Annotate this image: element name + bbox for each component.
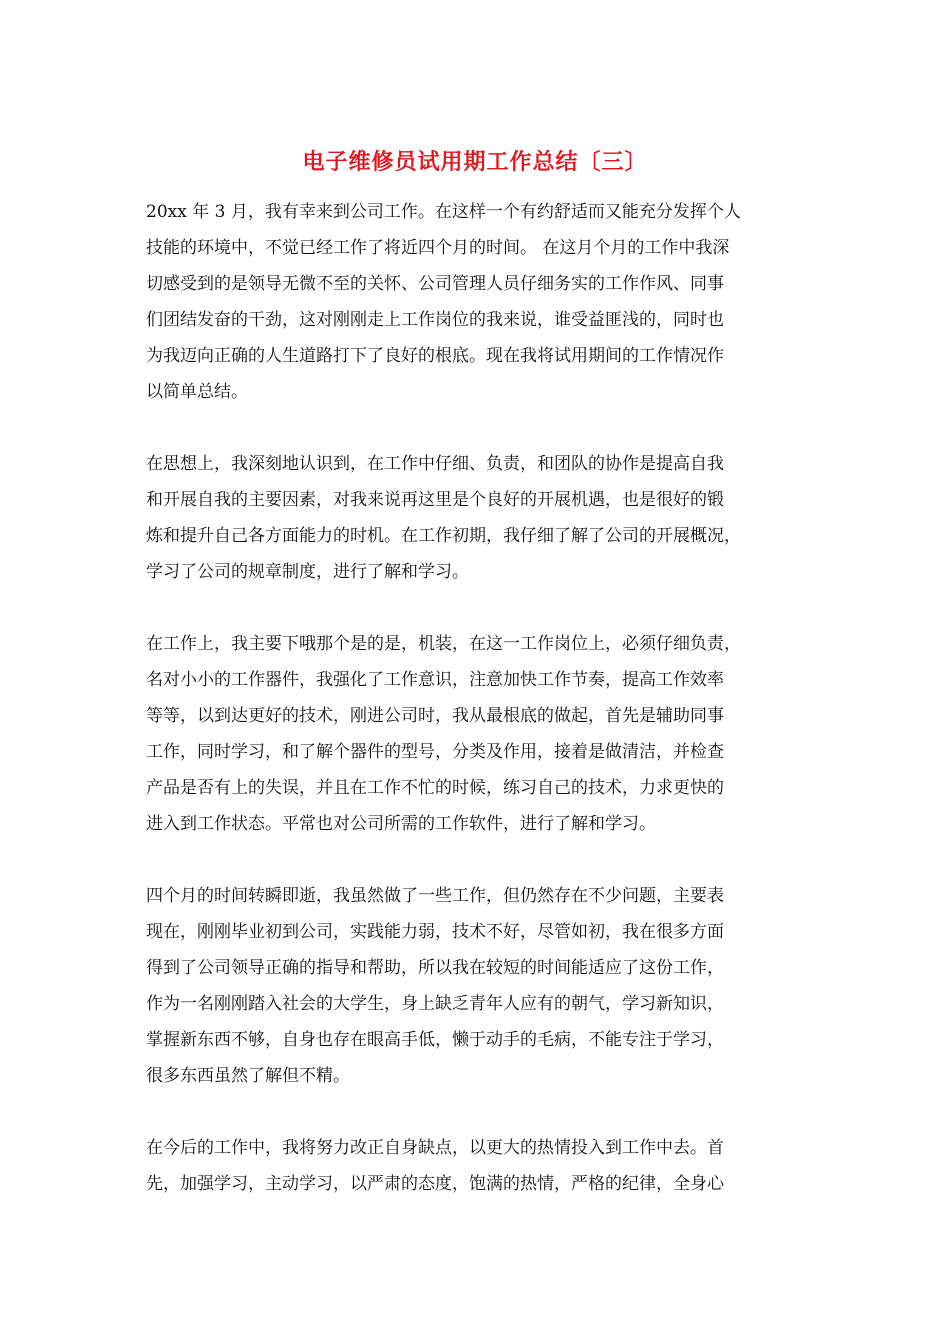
text-line: 四个月的时间转瞬即逝，我虽然做了一些工作，但仍然存在不少问题，主要表: [146, 886, 724, 906]
text-line: 为我迈向正确的人生道路打下了良好的根底。现在我将试用期间的工作情况作: [146, 346, 724, 366]
paragraph-5: [146, 1130, 826, 1202]
text-line: 很多东西虽然了解但不精。: [146, 1066, 350, 1086]
text-line: 掌握新东西不够，自身也存在眼高手低，懒于动手的毛病，不能专注于学习，: [146, 1030, 724, 1050]
text-line: 进入到工作状态。平常也对公司所需的工作软件，进行了解和学习。: [146, 814, 656, 834]
text-line: 学习了公司的规章制度，进行了解和学习。: [146, 562, 469, 582]
paragraph-2: [146, 446, 826, 590]
paragraph-1: [146, 194, 826, 410]
text-line: 炼和提升自己各方面能力的时机。在工作初期，我仔细了解了公司的开展概况，: [146, 526, 741, 546]
text-line: 得到了公司领导正确的指导和帮助，所以我在较短的时间能适应了这份工作，: [146, 958, 724, 978]
text-line: 们团结发奋的干劲，这对刚刚走上工作岗位的我来说，谁受益匪浅的，同时也: [146, 310, 724, 330]
text-line: 先，加强学习，主动学习，以严肃的态度，饱满的热情，严格的纪律，全身心: [146, 1174, 724, 1194]
text-line: 在工作上，我主要下哦那个是的是，机装，在这一工作岗位上，必须仔细负责，: [146, 634, 741, 654]
document-body: [146, 194, 826, 1238]
text-line: 切感受到的是领导无微不至的关怀、公司管理人员仔细务实的工作作风、同事: [146, 274, 724, 294]
text-line: 技能的环境中，不觉已经工作了将近四个月的时间。 在这月个月的工作中我深: [146, 238, 730, 258]
text-line: 以简单总结。: [146, 382, 248, 402]
text-line: 20xx 年 3 月，我有幸来到公司工作。在这样一个有约舒适而又能充分发挥个人: [146, 202, 741, 222]
paragraph-4: [146, 878, 826, 1094]
text-line: 工作，同时学习，和了解个器件的型号，分类及作用，接着是做清洁，并检查: [146, 742, 724, 762]
text-line: 在思想上，我深刻地认识到，在工作中仔细、负责，和团队的协作是提高自我: [146, 454, 724, 474]
text-line: 产品是否有上的失误，并且在工作不忙的时候，练习自己的技术，力求更快的: [146, 778, 724, 798]
text-line: 名对小小的工作器件，我强化了工作意识，注意加快工作节奏，提高工作效率: [146, 670, 724, 690]
text-line: 等等，以到达更好的技术，刚进公司时，我从最根底的做起，首先是辅助同事: [146, 706, 724, 726]
text-line: 和开展自我的主要因素，对我来说再这里是个良好的开展机遇，也是很好的锻: [146, 490, 724, 510]
document-title: 电子维修员试用期工作总结〔三〕: [302, 150, 648, 175]
text-line: 作为一名刚刚踏入社会的大学生，身上缺乏青年人应有的朝气，学习新知识，: [146, 994, 724, 1014]
paragraph-3: [146, 626, 826, 842]
text-line: 在今后的工作中，我将努力改正自身缺点，以更大的热情投入到工作中去。首: [146, 1138, 724, 1158]
text-line: 现在，刚刚毕业初到公司，实践能力弱，技术不好，尽管如初，我在很多方面: [146, 922, 724, 942]
